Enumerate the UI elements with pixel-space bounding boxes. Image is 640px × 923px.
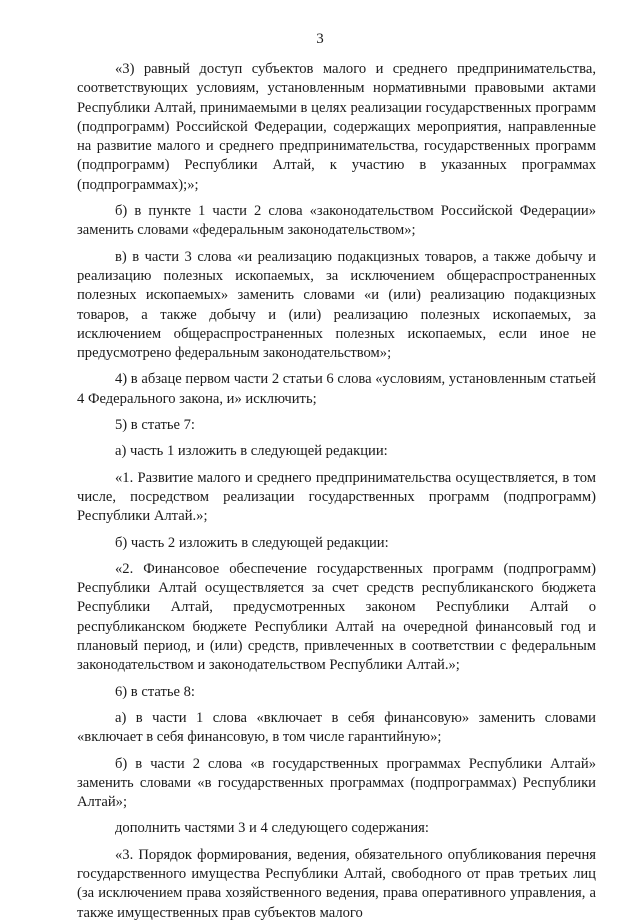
- paragraph-subitem-v: в) в части 3 слова «и реализацию подакцизных товаров, а также добычу и реализацию полезных ископаемых, за исключением общераспространенных полезных ископаемых» заменить словами «и (или) реализацию подакцизных товаров, а также добычу и (или) реализацию полезных ископаемых, за исключением общераспространенных полезных ископаемых, если иное не предусмотрено федеральным законодательством»;: [77, 248, 596, 362]
- paragraph-add-parts: дополнить частями 3 и 4 следующего содержания:: [115, 820, 429, 837]
- paragraph-subitem-b-3: б) в части 2 слова «в государственных программах Республики Алтай» заменить словами «в государственных программах (подпрограммах) Республики Алтай»;: [77, 755, 596, 811]
- paragraph-subitem-b-2: б) часть 2 изложить в следующей редакции:: [115, 534, 389, 551]
- paragraph-subitem-b: б) в пункте 1 части 2 слова «законодательством Российской Федерации» заменить словами «федеральным законодательством»;: [77, 203, 596, 239]
- paragraph-quoted-part-2: «2. Финансовое обеспечение государственных программ (подпрограмм) Республики Алтай осуществляется за счет средств республиканского бюджета Республики Алтай, предусмотренных законом Республики Алтай о республиканском бюджете Республики Алтай на очередной финансовый год и плановый период, и (или) средств, привлеченных в соответствии с федеральным законодательством и законодательством Республики Алтай.»;: [77, 560, 596, 674]
- paragraph-subitem-a: а) часть 1 изложить в следующей редакции:: [115, 443, 388, 460]
- paragraph-quoted-part-1: «1. Развитие малого и среднего предпринимательства осуществляется, в том числе, посредством реализации государственных программ (подпрограмм) Республики Алтай.»;: [77, 469, 596, 525]
- paragraph-subitem-a-2: а) в части 1 слова «включает в себя финансовую» заменить словами «включает в себя финансовую, в том числе гарантийную»;: [77, 709, 596, 746]
- paragraph-item-4: 4) в абзаце первом части 2 статьи 6 слова «условиям, установленным статьей 4 Федерального закона, и» исключить;: [77, 371, 596, 407]
- document-body: [77, 60, 596, 923]
- page-number: 3: [316, 31, 324, 47]
- paragraph-item-3: «3) равный доступ субъектов малого и среднего предпринимательства, соответствующих условиям, установленным нормативными правовыми актами Республики Алтай, принимаемыми в целях реализации государственных программ (подпрограмм) Российской Федерации, содержащих мероприятия, направленные на развитие малого и среднего предпринимательства, государственных программ (подпрограмм) Республики Алтай, к участию в указанных программах (подпрограммах);»;: [77, 61, 596, 193]
- paragraph-item-6: 6) в статье 8:: [115, 683, 195, 700]
- paragraph-quoted-part-3: «3. Порядок формирования, ведения, обязательного опубликования перечня государственного имущества Республики Алтай, свободного от прав третьих лиц (за исключением права хозяйственного ведения, права оперативного управления, а также имущественных прав субъектов малого: [77, 846, 596, 921]
- paragraph-item-5: 5) в статье 7:: [115, 417, 195, 434]
